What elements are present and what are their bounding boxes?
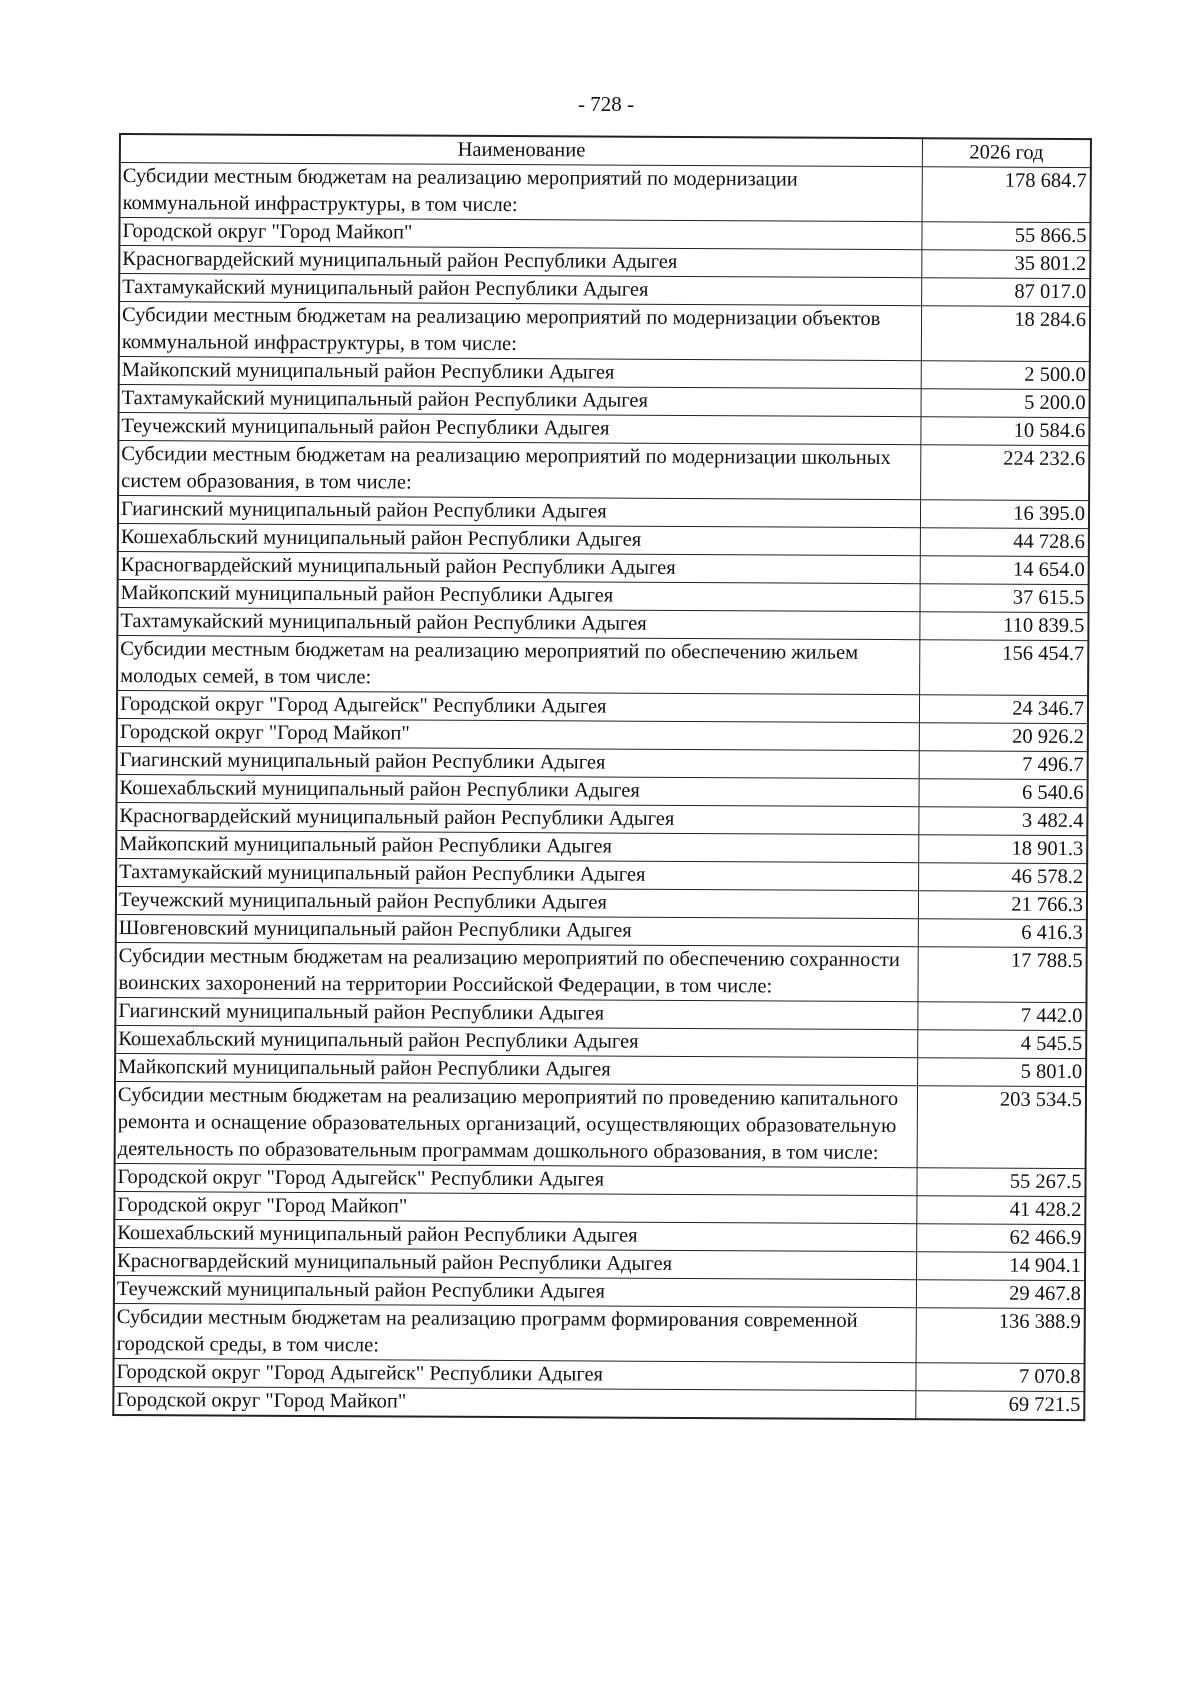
table-row <box>118 551 1089 584</box>
table-row <box>117 718 1088 751</box>
row-amount: 37 615.5 <box>920 584 1089 613</box>
header-name: Наименование <box>120 134 923 167</box>
row-amount: 55 866.5 <box>922 222 1091 251</box>
table-row <box>114 1163 1085 1196</box>
table-row <box>118 441 1089 501</box>
row-amount: 29 467.8 <box>917 1280 1086 1309</box>
row-amount: 14 904.1 <box>917 1252 1086 1281</box>
row-name: Субсидии местным бюджетам на реализацию мероприятий по обеспечению жильем молодых семей, в том числе: <box>117 635 920 694</box>
row-amount: 136 388.9 <box>916 1308 1085 1364</box>
row-name: Майкопский муниципальный район Республики Адыгея <box>119 357 922 389</box>
table-row <box>113 1358 1084 1391</box>
row-name: Городской округ "Город Майкоп" <box>113 1386 916 1419</box>
row-amount: 41 428.2 <box>917 1196 1086 1225</box>
row-amount: 4 545.5 <box>918 1030 1087 1059</box>
table-row <box>114 1191 1085 1224</box>
table-row <box>117 607 1088 640</box>
row-amount: 7 070.8 <box>916 1363 1085 1392</box>
row-name: Городской округ "Город Адыгейск" Республики Адыгея <box>113 1358 916 1390</box>
row-amount: 224 232.6 <box>921 445 1090 501</box>
row-name: Городской округ "Город Адыгейск" Республики Адыгея <box>117 690 920 722</box>
row-amount: 46 578.2 <box>919 863 1088 892</box>
row-name: Кошехабльский муниципальный район Республики Адыгея <box>118 523 921 555</box>
row-amount: 14 654.0 <box>920 556 1089 585</box>
row-amount: 35 801.2 <box>922 250 1091 279</box>
table-row <box>116 914 1087 947</box>
row-amount: 44 728.6 <box>920 528 1089 557</box>
table-row <box>115 1053 1086 1086</box>
row-name: Городской округ "Город Майкоп" <box>117 718 920 750</box>
row-name: Кошехабльский муниципальный район Республики Адыгея <box>114 1219 917 1251</box>
header-year: 2026 год <box>922 138 1091 167</box>
row-amount: 24 346.7 <box>920 695 1089 724</box>
row-name: Субсидии местным бюджетам на реализацию программ формирования современной городской среды, в том числе: <box>114 1303 917 1362</box>
table-row <box>119 274 1090 307</box>
row-name: Красногвардейский муниципальный район Республики Адыгея <box>114 1247 917 1279</box>
row-amount: 7 442.0 <box>918 1002 1087 1031</box>
table-row <box>118 523 1089 556</box>
row-name: Теучежский муниципальный район Республики Адыгея <box>116 886 919 918</box>
row-amount: 21 766.3 <box>919 891 1088 920</box>
row-amount: 69 721.5 <box>916 1391 1085 1420</box>
row-amount: 5 200.0 <box>921 389 1090 418</box>
table-row <box>117 635 1088 695</box>
budget-table <box>112 133 1092 1421</box>
table-row <box>119 218 1090 251</box>
row-amount: 17 788.5 <box>918 947 1087 1003</box>
table-row <box>116 802 1087 835</box>
row-name: Кошехабльский муниципальный район Республики Адыгея <box>116 774 919 806</box>
row-amount: 62 466.9 <box>917 1224 1086 1253</box>
row-name: Городской округ "Город Майкоп" <box>114 1191 917 1223</box>
table-row <box>119 246 1090 279</box>
table-row <box>114 1275 1085 1308</box>
table-row <box>116 886 1087 919</box>
row-name: Теучежский муниципальный район Республики Адыгея <box>114 1275 917 1307</box>
row-name: Субсидии местным бюджетам на реализацию мероприятий по обеспечению сохранности воинских захоронений на территории Российской Федерации, в том числе: <box>115 942 918 1001</box>
row-name: Гиагинский муниципальный район Республики Адыгея <box>117 746 920 778</box>
row-amount: 6 416.3 <box>918 919 1087 948</box>
row-amount: 7 496.7 <box>919 751 1088 780</box>
table-row <box>114 1219 1085 1252</box>
row-amount: 3 482.4 <box>919 807 1088 836</box>
row-name: Кошехабльский муниципальный район Республики Адыгея <box>115 1025 918 1057</box>
row-amount: 18 901.3 <box>919 835 1088 864</box>
table-row <box>113 1386 1084 1420</box>
row-name: Тахтамукайский муниципальный район Республики Адыгея <box>117 607 920 639</box>
row-name: Красногвардейский муниципальный район Республики Адыгея <box>116 802 919 834</box>
row-name: Теучежский муниципальный район Республики Адыгея <box>118 413 921 445</box>
table-row <box>118 413 1089 446</box>
table-row <box>119 385 1090 418</box>
row-amount: 87 017.0 <box>922 278 1091 307</box>
table-row <box>119 357 1090 390</box>
row-name: Тахтамукайский муниципальный район Республики Адыгея <box>119 385 922 417</box>
table-row <box>114 1247 1085 1280</box>
table-row <box>116 858 1087 891</box>
row-name: Субсидии местным бюджетам на реализацию мероприятий по модернизации коммунальной инфраструктуры, в том числе: <box>120 163 923 222</box>
row-amount: 10 584.6 <box>921 417 1090 446</box>
row-amount: 110 839.5 <box>920 612 1089 641</box>
table-row <box>119 302 1090 362</box>
table-row <box>120 163 1091 223</box>
row-amount: 20 926.2 <box>919 723 1088 752</box>
row-name: Гиагинский муниципальный район Республики Адыгея <box>115 997 918 1029</box>
row-name: Майкопский муниципальный район Республики Адыгея <box>118 579 921 611</box>
row-name: Шовгеновский муниципальный район Республики Адыгея <box>116 914 919 946</box>
row-amount: 203 534.5 <box>917 1086 1086 1169</box>
table-row <box>114 1303 1085 1363</box>
table-row <box>116 774 1087 807</box>
row-name: Тахтамукайский муниципальный район Республики Адыгея <box>119 274 922 306</box>
table-row <box>115 997 1086 1030</box>
row-name: Тахтамукайский муниципальный район Республики Адыгея <box>116 858 919 890</box>
row-name: Субсидии местным бюджетам на реализацию мероприятий по модернизации школьных систем образования, в том числе: <box>118 441 921 500</box>
row-amount: 6 540.6 <box>919 779 1088 808</box>
row-amount: 5 801.0 <box>918 1058 1087 1087</box>
table-row <box>118 496 1089 529</box>
table-row <box>117 746 1088 779</box>
row-name: Гиагинский муниципальный район Республики Адыгея <box>118 496 921 528</box>
row-name: Красногвардейский муниципальный район Республики Адыгея <box>119 246 922 278</box>
table-row <box>115 1081 1086 1168</box>
table-row <box>118 579 1089 612</box>
table-body <box>113 163 1091 1421</box>
row-name: Красногвардейский муниципальный район Республики Адыгея <box>118 551 921 583</box>
row-name: Майкопский муниципальный район Республики Адыгея <box>115 1053 918 1085</box>
table-row <box>115 942 1086 1002</box>
row-name: Субсидии местным бюджетам на реализацию мероприятий по модернизации объектов коммунальной инфраструктуры, в том числе: <box>119 302 922 361</box>
row-name: Городской округ "Город Адыгейск" Республики Адыгея <box>114 1163 917 1195</box>
row-amount: 178 684.7 <box>922 167 1091 223</box>
table-row <box>117 690 1088 723</box>
row-name: Городской округ "Город Майкоп" <box>119 218 922 250</box>
row-name: Майкопский муниципальный район Республики Адыгея <box>116 830 919 862</box>
table-row <box>115 1025 1086 1058</box>
row-amount: 55 267.5 <box>917 1168 1086 1197</box>
row-name: Субсидии местным бюджетам на реализацию мероприятий по проведению капитального ремонта и оснащение образовательных организаций, осуществляющих образовательную деятельность по образовательным программам дошкольного образования, в том числе: <box>115 1081 918 1167</box>
row-amount: 16 395.0 <box>921 500 1090 529</box>
row-amount: 156 454.7 <box>920 640 1089 696</box>
table-row <box>116 830 1087 863</box>
page-number: - 728 - <box>578 92 634 116</box>
row-amount: 2 500.0 <box>921 361 1090 390</box>
row-amount: 18 284.6 <box>921 306 1090 362</box>
